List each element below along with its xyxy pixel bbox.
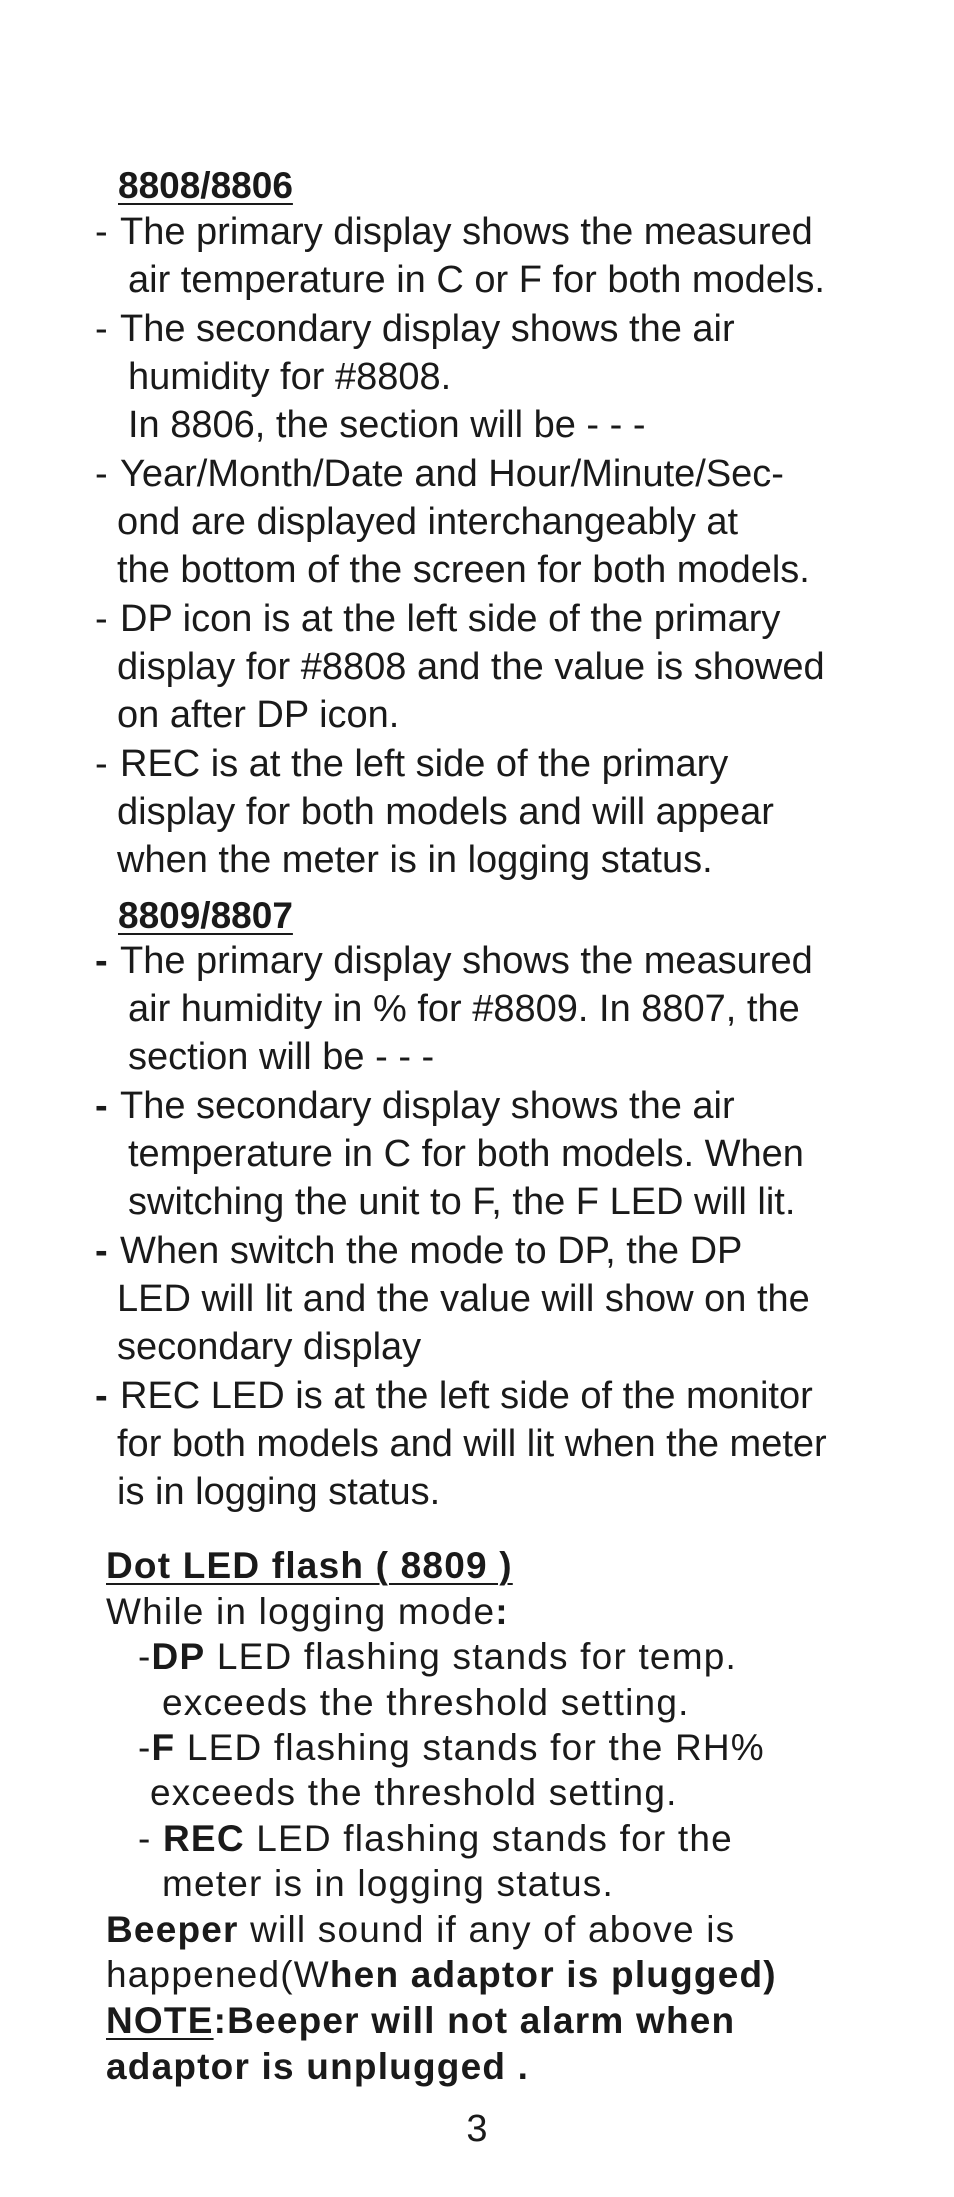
note-line-1: NOTE:Beeper will not alarm when [106, 2000, 736, 2041]
dot-led-item-f: -F LED flashing stands for the RH% [138, 1727, 765, 1768]
dot-led-item-rec: - REC LED flashing stands for the [138, 1818, 733, 1859]
note-line-2: adaptor is unplugged . [106, 2046, 530, 2087]
bullet-8809-1: - The primary display shows the measured air humidity in % for #8809. In 8807, the section will be - - - [95, 940, 813, 1078]
bullet-8809-3: - When switch the mode to DP, the DP LED will lit and the value will show on the secondary display [95, 1230, 810, 1368]
bullet-8809-4: - REC LED is at the left side of the monitor for both models and will lit when the meter is in logging status. [95, 1375, 827, 1513]
dot-led-heading: Dot LED flash ( 8809 ) [106, 1545, 513, 1586]
bullet-8808-2: - The secondary display shows the air humidity for #8808. In 8806, the section will be - - - [95, 308, 735, 446]
dot-led-item-dp-cont: exceeds the threshold setting. [162, 1682, 690, 1723]
dot-led-item-rec-cont: meter is in logging status. [162, 1863, 614, 1904]
page-number: 3 [466, 2108, 488, 2150]
note-label: NOTE [106, 2000, 214, 2041]
bullet-8808-1: - The primary display shows the measured air temperature in C or F for both models. [95, 211, 825, 301]
dot-led-intro: While in logging mode: [106, 1591, 509, 1632]
section-heading-8809: 8809/8807 [118, 895, 293, 936]
dot-led-item-f-cont: exceeds the threshold setting. [150, 1772, 678, 1813]
section-heading-8808: 8808/8806 [118, 165, 293, 206]
beeper-line-2: happened(When adaptor is plugged) [106, 1954, 777, 1995]
bullet-8808-4: - DP icon is at the left side of the primary display for #8808 and the value is showed on after DP icon. [95, 598, 825, 736]
beeper-line-1: Beeper will sound if any of above is [106, 1909, 736, 1950]
bullet-8808-3: - Year/Month/Date and Hour/Minute/Sec- ond are displayed interchangeably at the bottom of the screen for both models. [95, 453, 810, 591]
dot-led-item-dp: -DP LED flashing stands for temp. [138, 1636, 737, 1677]
bullet-8809-2: - The secondary display shows the air temperature in C for both models. When switching the unit to F, the F LED will lit. [95, 1085, 804, 1223]
bullet-8808-5: - REC is at the left side of the primary display for both models and will appear when the meter is in logging status. [95, 743, 774, 881]
